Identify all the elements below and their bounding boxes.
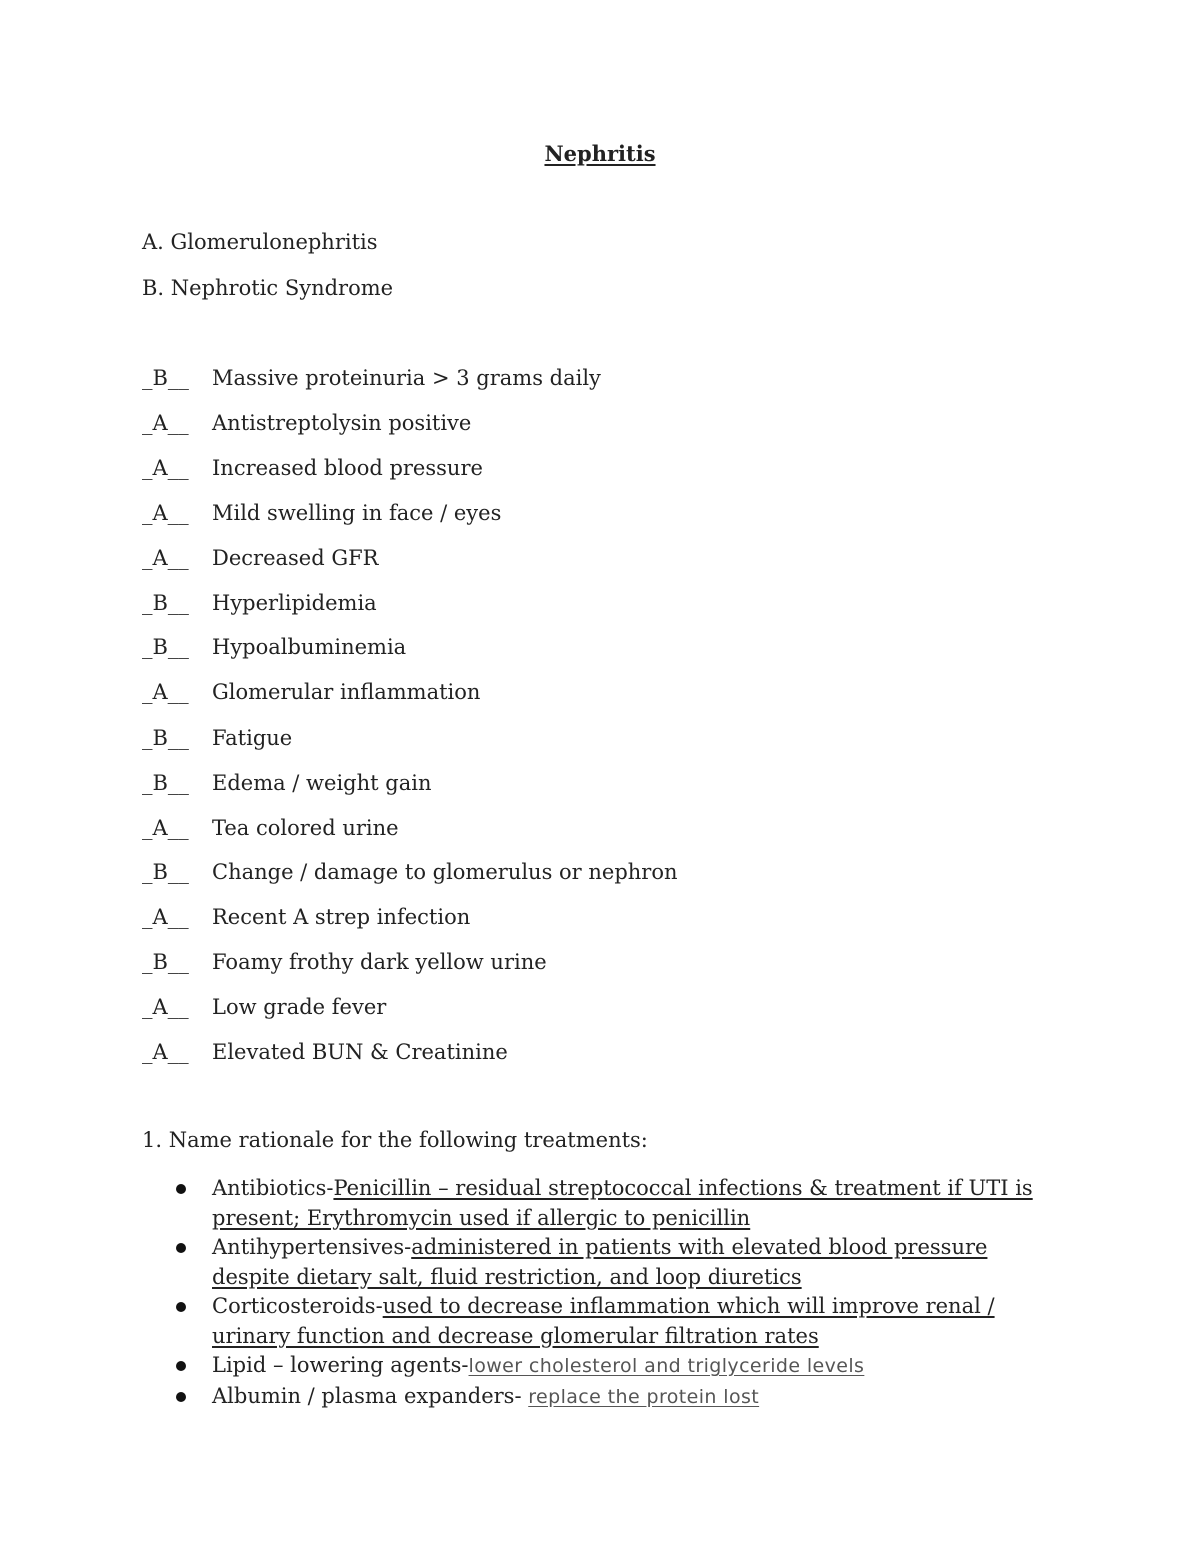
match-text: Increased blood pressure [212, 456, 483, 480]
treatment-label: Corticosteroids- [212, 1294, 383, 1318]
question-1: 1. Name rationale for the following treatments: [142, 1128, 648, 1152]
option-b: B. Nephrotic Syndrome [142, 276, 394, 300]
match-row [142, 501, 501, 525]
match-answer: _A__ [142, 501, 189, 525]
treatment-label: Albumin / plasma expanders- [212, 1383, 529, 1408]
match-row [142, 591, 377, 615]
treatment-answer: replace the protein lost [528, 1385, 760, 1408]
treatment-label: Lipid – lowering agents- [212, 1353, 469, 1377]
option-a: A. Glomerulonephritis [142, 230, 378, 254]
treatment-list [172, 1174, 1052, 1412]
treatment-item [172, 1174, 1052, 1233]
match-answer: _B__ [142, 635, 189, 659]
match-text: Hypoalbuminemia [212, 635, 407, 659]
match-answer: _B__ [142, 950, 189, 974]
match-row [142, 546, 379, 570]
match-row [142, 456, 483, 480]
match-text: Recent A strep infection [212, 905, 471, 929]
match-text: Glomerular inflammation [212, 680, 481, 704]
match-text: Antistreptolysin positive [212, 411, 472, 435]
match-answer: _B__ [142, 771, 189, 795]
match-text: Mild swelling in face / eyes [212, 501, 502, 525]
treatment-answer: Penicillin – residual streptococcal infections & treatment if UTI is present; Erythromycin used if allergic to penicillin [212, 1176, 1033, 1230]
match-row [142, 726, 292, 750]
match-text: Change / damage to glomerulus or nephron [212, 860, 678, 884]
match-text: Decreased GFR [212, 546, 379, 570]
match-row [142, 680, 480, 704]
match-row [142, 860, 678, 884]
match-answer: _A__ [142, 456, 189, 480]
match-row [142, 816, 399, 840]
match-row [142, 905, 470, 929]
treatment-answer: used to decrease inflammation which will improve renal / urinary function and decrease glomerular filtration rates [212, 1294, 995, 1348]
match-answer: _A__ [142, 411, 189, 435]
match-answer: _A__ [142, 1040, 189, 1064]
match-answer: _B__ [142, 726, 189, 750]
treatment-label: Antihypertensives- [212, 1235, 412, 1259]
match-answer: _B__ [142, 591, 189, 615]
match-answer: _A__ [142, 546, 189, 570]
page-title: Nephritis [544, 141, 656, 166]
match-answer: _A__ [142, 995, 189, 1019]
bullet-icon [176, 1392, 186, 1402]
match-row [142, 366, 601, 390]
treatment-item [172, 1292, 1052, 1351]
match-text: Massive proteinuria > 3 grams daily [212, 366, 601, 390]
treatment-answer: administered in patients with elevated blood pressure despite dietary salt, fluid restriction, and loop diuretics [212, 1235, 988, 1289]
treatment-label: Antibiotics- [212, 1176, 334, 1200]
treatment-answer: lower cholesterol and triglyceride levels [468, 1355, 865, 1377]
match-answer: _B__ [142, 366, 189, 390]
match-row [142, 635, 406, 659]
match-row [142, 995, 386, 1019]
match-text: Fatigue [212, 726, 293, 750]
match-text: Tea colored urine [212, 816, 399, 840]
bullet-icon [176, 1302, 186, 1312]
match-text: Elevated BUN & Creatinine [212, 1040, 508, 1064]
bullet-icon [176, 1243, 186, 1253]
match-answer: _A__ [142, 816, 189, 840]
match-text: Edema / weight gain [212, 771, 432, 795]
match-text: Foamy frothy dark yellow urine [212, 950, 547, 974]
bullet-icon [176, 1361, 186, 1371]
match-answer: _A__ [142, 680, 189, 704]
treatment-item [172, 1351, 1052, 1382]
treatment-item [172, 1233, 1052, 1292]
match-answer: _A__ [142, 905, 189, 929]
bullet-icon [176, 1184, 186, 1194]
match-row [142, 771, 431, 795]
match-text: Hyperlipidemia [212, 591, 377, 615]
match-row [142, 411, 471, 435]
match-answer: _B__ [142, 860, 189, 884]
match-text: Low grade fever [212, 995, 387, 1019]
treatment-item [172, 1382, 1052, 1413]
match-row [142, 1040, 508, 1064]
match-row [142, 950, 547, 974]
